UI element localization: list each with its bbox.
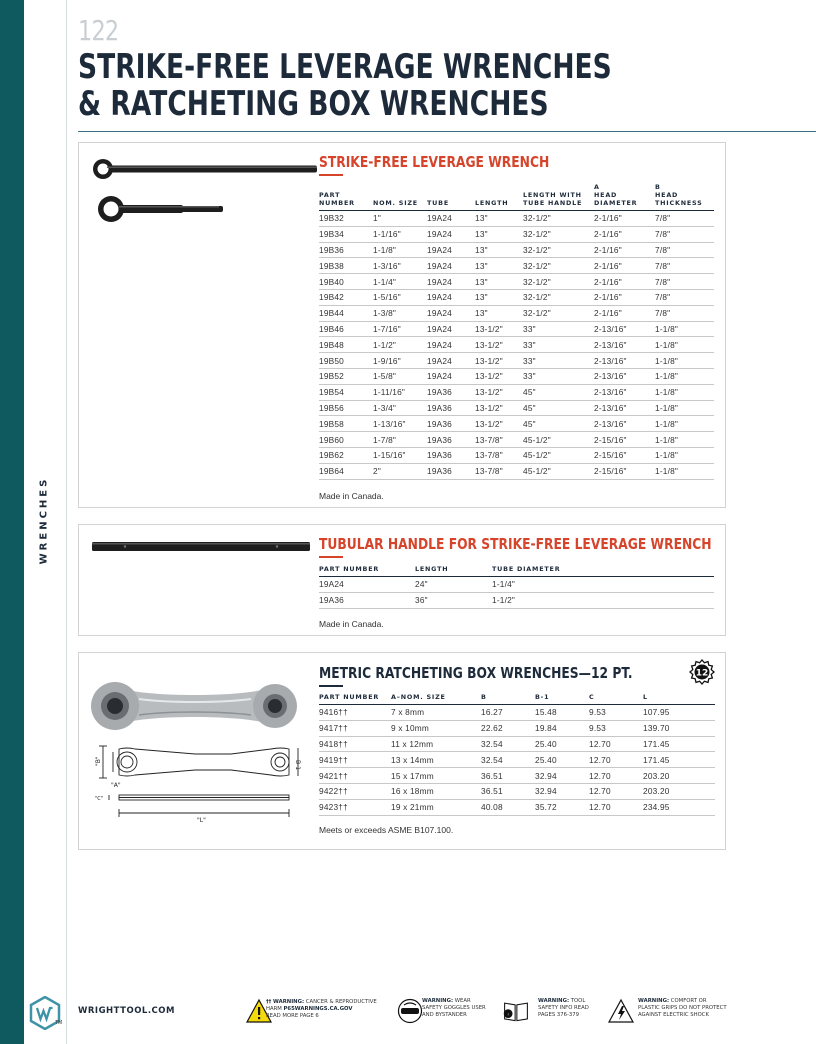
table-cell: 25.40 (535, 736, 589, 752)
title-rule (78, 131, 816, 132)
col-nom-size: NOM. SIZE (373, 183, 427, 211)
table-cell: 107.95 (643, 705, 715, 721)
table-cell: 13" (475, 305, 523, 321)
table-cell: 19B40 (319, 274, 373, 290)
table-cell: 19A36 (427, 400, 475, 416)
table-row (319, 321, 714, 337)
table-cell: 203.20 (643, 768, 715, 784)
table-cell: 1-1/8" (655, 368, 714, 384)
ratchet-wrench-photo (89, 667, 303, 747)
metric-title-accent (319, 685, 343, 687)
table-cell: 139.70 (643, 720, 715, 736)
table-cell: 9.53 (589, 720, 643, 736)
table-cell: 1-1/16" (373, 226, 427, 242)
table-cell: 33" (523, 321, 594, 337)
col-b1: B-1 (535, 693, 589, 705)
col-c: C (589, 693, 643, 705)
table-cell: 32.54 (481, 752, 535, 768)
table-cell: 1-1/8" (655, 321, 714, 337)
table-cell: 13-1/2" (475, 353, 523, 369)
table-cell: 2-13/16" (594, 400, 655, 416)
table-cell: 1-15/16" (373, 447, 427, 463)
table-cell: 22.62 (481, 720, 535, 736)
tubular-section-title: TUBULAR HANDLE FOR STRIKE-FREE LEVERAGE WRENCH (319, 535, 712, 553)
table-cell: 45-1/2" (523, 447, 594, 463)
tubular-title-accent (319, 556, 343, 558)
table-cell: 9 x 10mm (391, 720, 481, 736)
table-cell: 19A24 (427, 211, 475, 227)
table-cell: 32-1/2" (523, 305, 594, 321)
table-cell: 11 x 12mm (391, 736, 481, 752)
table-row (319, 752, 715, 768)
leverage-table-header (319, 183, 714, 211)
diagram-label-b: "B" (95, 756, 102, 766)
page-number: 122 (78, 14, 119, 47)
table-cell: 7/8" (655, 289, 714, 305)
table-row (319, 447, 714, 463)
table-row (319, 783, 715, 799)
table-cell: 1-11/16" (373, 384, 427, 400)
tubular-handle-panel (78, 524, 726, 636)
warning-goggles: WARNING: WEAR SAFETY GOGGLES USER AND BYSTANDER (422, 998, 486, 1018)
manual-book-icon (502, 998, 530, 1024)
table-cell: 19A36 (427, 416, 475, 432)
table-row (319, 258, 714, 274)
table-cell: 13-7/8" (475, 432, 523, 448)
table-cell: 19A36 (427, 432, 475, 448)
table-cell: 19B64 (319, 463, 373, 479)
diagram-label-l: "L" (197, 817, 206, 823)
ratchet-wrench-dimension-diagram (91, 743, 303, 823)
table-cell: 19A24 (427, 274, 475, 290)
table-cell: 15.48 (535, 705, 589, 721)
table-cell: 32.94 (535, 783, 589, 799)
table-cell: 13-1/2" (475, 368, 523, 384)
table-cell: 32.94 (535, 768, 589, 784)
table-row (319, 463, 714, 479)
table-cell: 25.40 (535, 752, 589, 768)
table-cell: 2-15/16" (594, 463, 655, 479)
table-cell: 45" (523, 384, 594, 400)
table-cell: 19A24 (427, 289, 475, 305)
table-cell: 2" (373, 463, 427, 479)
table-cell: 7/8" (655, 211, 714, 227)
table-cell: 234.95 (643, 799, 715, 815)
col-part-number: PART NUMBER (319, 693, 391, 705)
col-head-diameter: A HEAD DIAMETER (594, 183, 655, 211)
table-cell: 13-7/8" (475, 447, 523, 463)
table-row (319, 736, 715, 752)
table-cell: 9418†† (319, 736, 391, 752)
table-cell: 13" (475, 258, 523, 274)
table-cell: 1-1/8" (655, 337, 714, 353)
table-cell: 32-1/2" (523, 226, 594, 242)
table-cell: 16 x 18mm (391, 783, 481, 799)
table-cell: 16.27 (481, 705, 535, 721)
table-cell: 19B52 (319, 368, 373, 384)
table-cell: 9422†† (319, 783, 391, 799)
twelve-point-badge (689, 659, 715, 685)
warning-tool-safety: WARNING: TOOL SAFETY INFO READ PAGES 376-379 (538, 998, 589, 1018)
table-cell: 13-1/2" (475, 400, 523, 416)
table-cell: 1-1/8" (655, 384, 714, 400)
table-cell: 2-1/16" (594, 226, 655, 242)
table-cell: 2-13/16" (594, 384, 655, 400)
table-cell: 1-3/16" (373, 258, 427, 274)
table-cell: 2-13/16" (594, 321, 655, 337)
table-cell: 32-1/2" (523, 274, 594, 290)
table-cell: 19A36 (319, 592, 415, 608)
table-cell: 19A36 (427, 447, 475, 463)
table-cell: 19B62 (319, 447, 373, 463)
table-cell: 13" (475, 242, 523, 258)
col-part-number: PART NUMBER (319, 183, 373, 211)
table-cell: 1-1/4" (373, 274, 427, 290)
table-cell: 2-1/16" (594, 289, 655, 305)
tubular-note: Made in Canada. (319, 619, 384, 629)
col-b: B (481, 693, 535, 705)
table-cell: 1-1/8" (655, 432, 714, 448)
table-cell: 19A24 (427, 337, 475, 353)
col-length: LENGTH (415, 565, 492, 577)
table-cell: 32-1/2" (523, 242, 594, 258)
table-cell: 1-1/8" (373, 242, 427, 258)
table-cell: 2-15/16" (594, 432, 655, 448)
table-cell: 12.70 (589, 799, 643, 815)
table-cell: 1-5/8" (373, 368, 427, 384)
table-cell: 19B48 (319, 337, 373, 353)
table-cell: 19A24 (427, 368, 475, 384)
table-cell: 13 x 14mm (391, 752, 481, 768)
table-cell: 2-1/16" (594, 242, 655, 258)
table-cell: 33" (523, 368, 594, 384)
diagram-label-c: "C" (95, 796, 104, 802)
table-cell: 19B46 (319, 321, 373, 337)
table-cell: 171.45 (643, 736, 715, 752)
table-cell: 19 x 21mm (391, 799, 481, 815)
metric-note: Meets or exceeds ASME B107.100. (319, 825, 454, 835)
table-row (319, 799, 715, 815)
table-cell: 36.51 (481, 768, 535, 784)
table-cell: 9423†† (319, 799, 391, 815)
table-cell: 24" (415, 577, 492, 593)
table-cell: 1-9/16" (373, 353, 427, 369)
table-row (319, 353, 714, 369)
table-cell: 1-1/2" (492, 592, 714, 608)
table-cell: 19A24 (427, 258, 475, 274)
warning-cancer: †† WARNING: CANCER & REPRODUCTIVE HARM P65WARNINGS.CA.GOV READ MORE PAGE 6 (266, 999, 377, 1019)
col-length-with-handle: LENGTH WITH TUBE HANDLE (523, 183, 594, 211)
table-cell: 36" (415, 592, 492, 608)
warning-electric: WARNING: COMFORT OR PLASTIC GRIPS DO NOT PROTECT AGAINST ELECTRIC SHOCK (638, 998, 727, 1018)
trademark-mark: TM (55, 1020, 63, 1026)
metric-spec-table (319, 693, 715, 816)
table-cell: 12.70 (589, 768, 643, 784)
table-cell: 7/8" (655, 258, 714, 274)
col-part-number: PART NUMBER (319, 565, 415, 577)
table-cell: 9419†† (319, 752, 391, 768)
table-cell: 2-13/16" (594, 353, 655, 369)
col-l: L (643, 693, 715, 705)
table-cell: 36.51 (481, 783, 535, 799)
table-cell: 45-1/2" (523, 463, 594, 479)
table-cell: 19B58 (319, 416, 373, 432)
table-cell: 9.53 (589, 705, 643, 721)
col-nom-size: A–NOM. SIZE (391, 693, 481, 705)
table-cell: 32-1/2" (523, 258, 594, 274)
table-cell: 32.54 (481, 736, 535, 752)
table-cell: 19A36 (427, 463, 475, 479)
table-cell: 1-13/16" (373, 416, 427, 432)
side-divider (66, 0, 67, 1044)
table-cell: 171.45 (643, 752, 715, 768)
leverage-spec-table (319, 183, 714, 480)
table-cell: 2-1/16" (594, 258, 655, 274)
table-cell: 12.70 (589, 752, 643, 768)
table-cell: 19B36 (319, 242, 373, 258)
table-cell: 19.84 (535, 720, 589, 736)
table-cell: 19B50 (319, 353, 373, 369)
diagram-label-a: "A" (111, 782, 121, 789)
table-cell: 1-1/8" (655, 416, 714, 432)
table-row (319, 720, 715, 736)
table-cell: 9416†† (319, 705, 391, 721)
table-row (319, 305, 714, 321)
table-cell: 1" (373, 211, 427, 227)
leverage-wrench-panel (78, 142, 726, 508)
table-cell: 13-1/2" (475, 416, 523, 432)
side-section-label: WRENCHES (38, 476, 50, 565)
col-tube-diameter: TUBE DIAMETER (492, 565, 714, 577)
table-row (319, 416, 714, 432)
table-cell: 1-7/8" (373, 432, 427, 448)
leverage-section-title: STRIKE-FREE LEVERAGE WRENCH (319, 153, 550, 171)
col-length: LENGTH (475, 183, 523, 211)
table-row (319, 768, 715, 784)
table-row (319, 226, 714, 242)
table-cell: 19A24 (427, 353, 475, 369)
table-row (319, 368, 714, 384)
table-cell: 2-13/16" (594, 368, 655, 384)
table-cell: 13" (475, 274, 523, 290)
table-cell: 40.08 (481, 799, 535, 815)
table-cell: 35.72 (535, 799, 589, 815)
table-cell: 1-1/4" (492, 577, 714, 593)
table-cell: 33" (523, 353, 594, 369)
table-cell: 1-1/8" (655, 447, 714, 463)
leverage-note: Made in Canada. (319, 491, 384, 501)
table-cell: 19B42 (319, 289, 373, 305)
table-cell: 13-7/8" (475, 463, 523, 479)
tubular-handle-illustration (91, 537, 311, 557)
table-cell: 19B34 (319, 226, 373, 242)
table-cell: 33" (523, 337, 594, 353)
leverage-title-accent (319, 174, 343, 176)
table-cell: 32-1/2" (523, 211, 594, 227)
table-cell: 19B56 (319, 400, 373, 416)
table-cell: 13-1/2" (475, 321, 523, 337)
table-cell: 19A24 (427, 226, 475, 242)
table-cell: 1-5/16" (373, 289, 427, 305)
table-cell: 2-13/16" (594, 337, 655, 353)
table-cell: 13" (475, 226, 523, 242)
table-cell: 2-13/16" (594, 416, 655, 432)
svg-text:12: 12 (695, 668, 709, 679)
diagram-label-b1: B-1 (294, 760, 301, 771)
table-cell: 9421†† (319, 768, 391, 784)
table-cell: 1-1/2" (373, 337, 427, 353)
table-cell: 19A24 (319, 577, 415, 593)
leverage-wrench-illustration (89, 153, 319, 233)
table-cell: 19A24 (427, 321, 475, 337)
safety-goggles-icon (396, 998, 424, 1024)
table-cell: 7 x 8mm (391, 705, 481, 721)
table-cell: 203.20 (643, 783, 715, 799)
tubular-spec-table (319, 565, 714, 609)
table-cell: 7/8" (655, 274, 714, 290)
table-cell: 9417†† (319, 720, 391, 736)
metric-section-title: METRIC RATCHETING BOX WRENCHES—12 PT. (319, 664, 633, 682)
table-row (319, 432, 714, 448)
table-row (319, 337, 714, 353)
table-cell: 1-1/8" (655, 463, 714, 479)
table-cell: 7/8" (655, 305, 714, 321)
col-tube: TUBE (427, 183, 475, 211)
table-cell: 7/8" (655, 226, 714, 242)
table-cell: 12.70 (589, 736, 643, 752)
table-cell: 19A36 (427, 384, 475, 400)
table-cell: 45-1/2" (523, 432, 594, 448)
table-cell: 1-7/16" (373, 321, 427, 337)
table-row (319, 400, 714, 416)
table-cell: 13" (475, 211, 523, 227)
table-cell: 13" (475, 289, 523, 305)
left-color-bar (0, 0, 24, 1044)
electric-shock-icon (608, 998, 636, 1024)
tubular-table-header (319, 565, 714, 577)
page-title: STRIKE-FREE LEVERAGE WRENCHES & RATCHETING BOX WRENCHES (78, 47, 612, 124)
table-row (319, 577, 714, 593)
table-row (319, 242, 714, 258)
table-cell: 19B32 (319, 211, 373, 227)
svg-text:i: i (507, 1012, 509, 1017)
table-row (319, 592, 714, 608)
table-row (319, 384, 714, 400)
table-cell: 19A24 (427, 242, 475, 258)
table-cell: 2-1/16" (594, 211, 655, 227)
table-cell: 1-1/8" (655, 353, 714, 369)
table-cell: 2-15/16" (594, 447, 655, 463)
table-cell: 19A24 (427, 305, 475, 321)
table-cell: 19B44 (319, 305, 373, 321)
table-row (319, 289, 714, 305)
table-cell: 45" (523, 400, 594, 416)
metric-wrench-panel (78, 652, 726, 850)
table-cell: 32-1/2" (523, 289, 594, 305)
table-cell: 12.70 (589, 783, 643, 799)
table-cell: 2-1/16" (594, 305, 655, 321)
table-row (319, 211, 714, 227)
table-cell: 7/8" (655, 242, 714, 258)
table-row (319, 705, 715, 721)
table-cell: 45" (523, 416, 594, 432)
metric-table-header (319, 693, 715, 705)
table-cell: 13-1/2" (475, 384, 523, 400)
table-cell: 2-1/16" (594, 274, 655, 290)
table-cell: 19B38 (319, 258, 373, 274)
table-cell: 19B60 (319, 432, 373, 448)
website-link[interactable]: WRIGHTTOOL.COM (78, 1006, 175, 1016)
col-head-thickness: B HEAD THICKNESS (655, 183, 714, 211)
table-cell: 13-1/2" (475, 337, 523, 353)
table-cell: 19B54 (319, 384, 373, 400)
table-cell: 1-3/8" (373, 305, 427, 321)
table-cell: 15 x 17mm (391, 768, 481, 784)
table-cell: 1-1/8" (655, 400, 714, 416)
table-row (319, 274, 714, 290)
table-cell: 1-3/4" (373, 400, 427, 416)
